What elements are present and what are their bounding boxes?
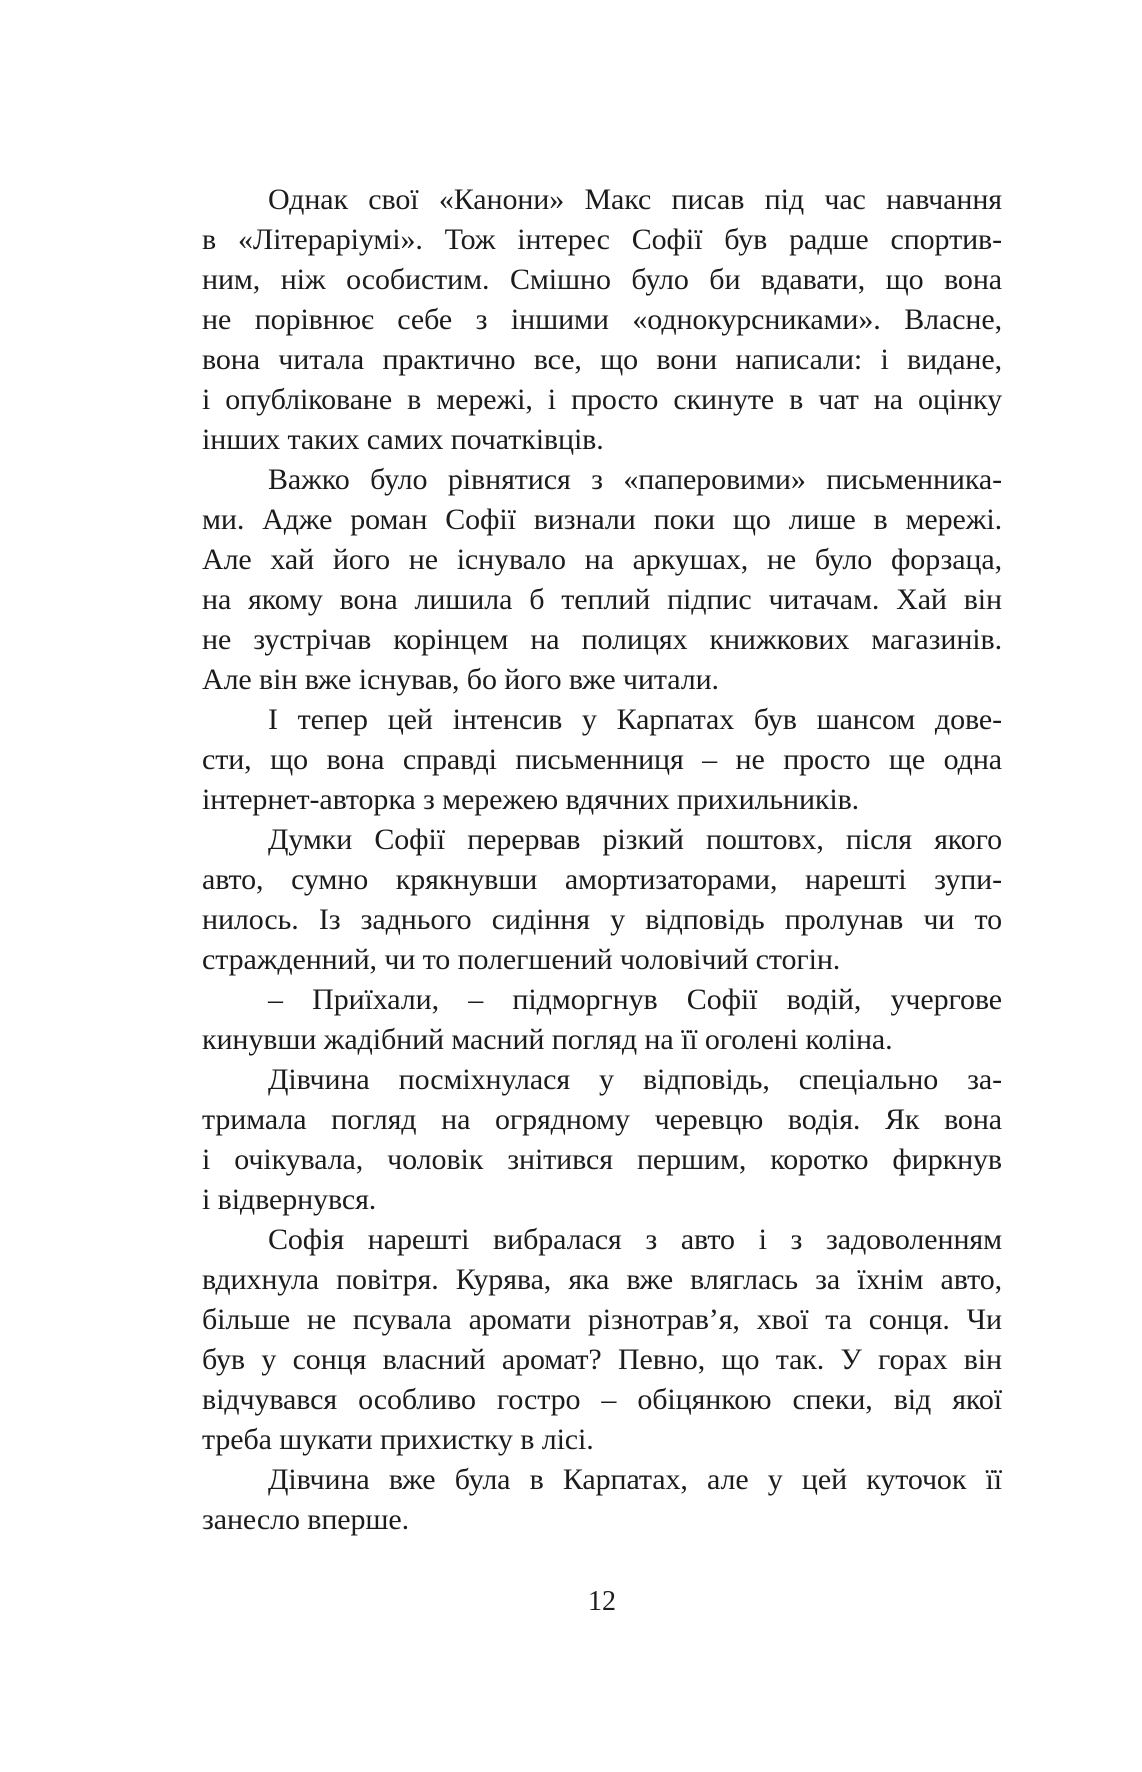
text-line: авто, сумно крякнувши амортизаторами, нарешті зупи- <box>202 863 1002 896</box>
text-line: в «Літераріумі». Тож інтерес Софії був радше спортив- <box>202 223 1002 256</box>
text-line: кинувши жадібний масний погляд на її оголені коліна. <box>202 1023 893 1056</box>
text-line: занесло вперше. <box>202 1503 410 1536</box>
paragraph <box>202 1460 1002 1540</box>
text-line: ми. Адже роман Софії визнали поки що лише в мережі. <box>202 503 1002 536</box>
text-line: – Приїхали, – підморгнув Софії водій, учергове <box>268 983 1002 1016</box>
paragraph <box>202 820 1002 980</box>
text-line: вдихнула повітря. Курява, яка вже вляглась за їхнім авто, <box>202 1263 1002 1296</box>
text-line: сти, що вона справді письменниця – не просто ще одна <box>202 743 1002 776</box>
page-text <box>202 180 1002 1540</box>
paragraph <box>202 180 1002 460</box>
text-line: не зустрічав корінцем на полицях книжкових магазинів. <box>202 623 1002 656</box>
text-line: нилось. Із заднього сидіння у відповідь пролунав чи то <box>202 903 1002 936</box>
text-line: Але він вже існував, бо його вже читали. <box>202 663 719 696</box>
text-line: тримала погляд на огрядному черевцю водія. Як вона <box>202 1103 1002 1136</box>
text-line: інтернет-авторка з мережею вдячних прихильників. <box>202 783 860 816</box>
text-line: відчувався особливо гостро – обіцянкою спеки, від якої <box>202 1383 1002 1416</box>
paragraph <box>202 1220 1002 1460</box>
text-line: Однак свої «Канони» Макс писав під час навчання <box>268 183 1002 216</box>
text-line: треба шукати прихистку в лісі. <box>202 1423 594 1456</box>
text-line: ним, ніж особистим. Смішно було би вдавати, що вона <box>202 263 1002 296</box>
text-line: інших таких самих початківців. <box>202 423 604 456</box>
text-line: більше не псувала аромати різнотрав’я, хвої та сонця. Чи <box>202 1303 1002 1336</box>
paragraph <box>202 980 1002 1060</box>
text-line: Софія нарешті вибралася з авто і з задоволенням <box>268 1223 1002 1256</box>
text-line: і очікувала, чоловік знітився першим, коротко фиркнув <box>202 1143 1002 1176</box>
page-number: 12 <box>588 1586 616 1617</box>
text-line: і відвернувся. <box>202 1183 377 1216</box>
text-line: вона читала практично все, що вони написали: і видане, <box>202 343 1002 376</box>
paragraph <box>202 1060 1002 1220</box>
text-line: Думки Софії перервав різкий поштовх, після якого <box>268 823 1002 856</box>
text-line: на якому вона лишила б теплий підпис читачам. Хай він <box>202 583 1002 616</box>
text-line: Дівчина вже була в Карпатах, але у цей куточок її <box>268 1463 1002 1496</box>
text-line: Важко було рівнятися з «паперовими» письменника- <box>268 463 1002 496</box>
paragraph <box>202 460 1002 700</box>
text-line: стражденний, чи то полегшений чоловічий стогін. <box>202 943 841 976</box>
text-line: Дівчина посміхнулася у відповідь, спеціально за- <box>268 1063 1002 1096</box>
text-line: і опубліковане в мережі, і просто скинуте в чат на оцінку <box>202 383 1002 416</box>
text-line: Але хай його не існувало на аркушах, не було форзаца, <box>202 543 1002 576</box>
text-line: був у сонця власний аромат? Певно, що так. У горах він <box>202 1343 1002 1376</box>
paragraph <box>202 700 1002 820</box>
text-line: І тепер цей інтенсив у Карпатах був шансом дове- <box>268 703 1002 736</box>
text-line: не порівнює себе з іншими «однокурсниками». Власне, <box>202 303 1002 336</box>
